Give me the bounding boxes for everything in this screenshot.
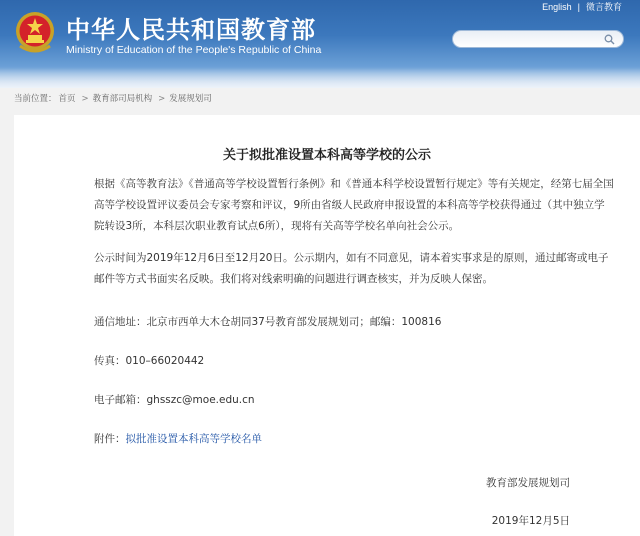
search-input[interactable] bbox=[461, 32, 591, 46]
breadcrumb-prefix: 当前位置： bbox=[14, 94, 57, 104]
link-divider: | bbox=[577, 2, 580, 12]
site-title: 中华人民共和国教育部 bbox=[66, 16, 316, 44]
contact-email: 电子邮箱：ghsszc@moe.edu.cn bbox=[94, 394, 255, 406]
breadcrumb-home[interactable]: 首页 bbox=[58, 94, 76, 104]
article-title: 关于拟批准设置本科高等学校的公示 bbox=[222, 148, 431, 163]
site-subtitle: Ministry of Education of the People's Republic of China bbox=[66, 44, 322, 56]
search-box[interactable] bbox=[452, 30, 624, 48]
attachment-link[interactable]: 拟批准设置本科高等学校名单 bbox=[125, 433, 262, 445]
contact-address: 通信地址：北京市西单大木仓胡同37号教育部发展规划司；邮编：100816 bbox=[94, 316, 442, 328]
article-paragraph-1: 根据《高等教育法》《普通高等学校设置暂行条例》和《普通本科学校设置暂行规定》等有关规定，经第七届全国高等学校设置评议委员会专家考察和评议，9所由省级人民政府申报设置的本科高等学校获得通过（其中独立学院转设3所，本科层次职业教育试点6所），现将有关高等学校名单向社会公示。 bbox=[94, 178, 614, 232]
weiyan-link[interactable]: 微言教育 bbox=[585, 2, 622, 12]
article-date: 2019年12月5日 bbox=[491, 515, 570, 527]
breadcrumb-planning-dept[interactable]: 发展规划司 bbox=[169, 94, 212, 104]
article-container bbox=[14, 115, 640, 536]
article-signature: 教育部发展规划司 bbox=[486, 477, 570, 489]
search-icon[interactable] bbox=[604, 34, 615, 45]
attachment-label: 附件： bbox=[94, 433, 126, 445]
breadcrumb-separator: > bbox=[158, 94, 166, 104]
top-links bbox=[542, 0, 622, 13]
article-paragraph-2: 公示时间为2019年12月6日至12月20日。公示期内，如有不同意见，请本着实事求是的原则，通过邮寄或电子邮件等方式书面实名反映。我们将对线索明确的问题进行调查核实，并为反映人保密。 bbox=[94, 252, 609, 285]
breadcrumb bbox=[14, 92, 214, 104]
contact-fax: 传真：010–66020442 bbox=[94, 355, 205, 367]
breadcrumb-departments[interactable]: 教育部司局机构 bbox=[92, 94, 153, 104]
attachment bbox=[94, 431, 262, 446]
national-emblem-icon bbox=[14, 10, 56, 54]
site-header bbox=[0, 0, 640, 88]
breadcrumb-separator: > bbox=[81, 94, 89, 104]
english-link[interactable]: English bbox=[542, 2, 572, 12]
